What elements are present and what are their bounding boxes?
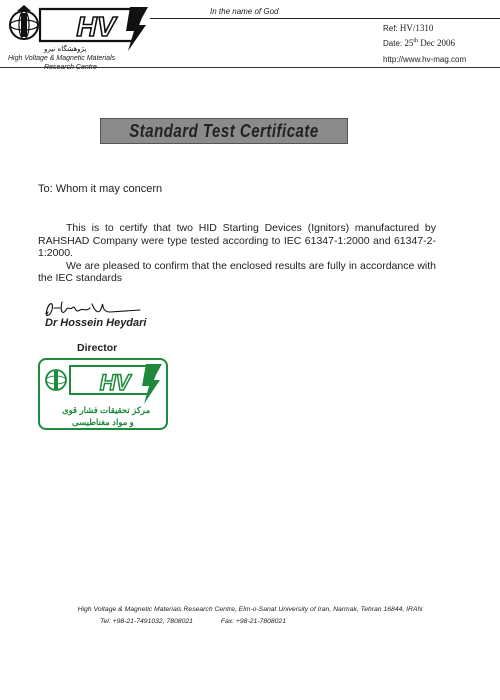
stamp-hv-text: HV [99, 370, 131, 395]
ref-label: Ref: [383, 24, 398, 33]
date-label: Date: [383, 39, 403, 48]
certificate-title-banner [100, 118, 348, 144]
footer-fax: Fax: +98-21-7808021 [220, 618, 286, 625]
invocation: In the name of God [210, 7, 279, 16]
footer-tel: Tel: +98-21-7491032, 7808021 [100, 618, 193, 625]
date-suffix: th [413, 38, 419, 44]
body-paragraph-2: We are pleased to confirm that the enclosed results are fully in accordance with the IEC standards [38, 259, 436, 284]
logo-persian-caption: پژوهشگاه نیرو [44, 45, 87, 53]
date-line [383, 35, 455, 50]
header-divider [0, 67, 500, 68]
stamp-persian-line2: و مواد مغناطیسی [72, 417, 134, 427]
body-paragraph-1: This is to certify that two HID Starting Devices (Ignitors) manufactured by RAHSHAD Company were type tested according to IEC 61347-1:2000 and 61347-2- 1:2000. [38, 222, 436, 259]
certificate-title: Standard Test Certificate [129, 120, 319, 142]
top-rule [150, 18, 500, 19]
reference-block [383, 22, 455, 50]
website-link[interactable]: http://www.hv-mag.com [383, 55, 467, 64]
stamp-logo [40, 360, 166, 410]
hv-logo-graphic [4, 3, 154, 55]
stamp-emblem-icon [46, 370, 66, 390]
date-day: 25 [404, 38, 414, 48]
org-name-line1: High Voltage & Magnetic Materials [8, 55, 116, 62]
footer-contact [100, 618, 312, 625]
signatory-title: Director [77, 342, 118, 354]
ref-line [383, 22, 455, 35]
date-rest: Dec 2006 [420, 38, 456, 48]
footer-address: High Voltage & Magnetic Materials Research Centre, Elm-o-Sanat University of Iran, Narmak, Tehran 16844, IRAN [77, 606, 423, 613]
certificate-body [38, 222, 436, 285]
hv-logo [4, 3, 154, 62]
stamp-lightning-icon [142, 364, 162, 404]
signatory-name: Dr Hossein Heydari [45, 317, 147, 329]
salutation: To: Whom it may concern [38, 183, 163, 195]
emblem-icon [10, 5, 38, 39]
lightning-icon [126, 7, 148, 51]
ref-value: HV/1310 [399, 23, 434, 33]
stamp-persian-line1: مرکز تحقیقات فشار قوی [62, 405, 151, 415]
hv-logo-text: HV [76, 11, 116, 42]
